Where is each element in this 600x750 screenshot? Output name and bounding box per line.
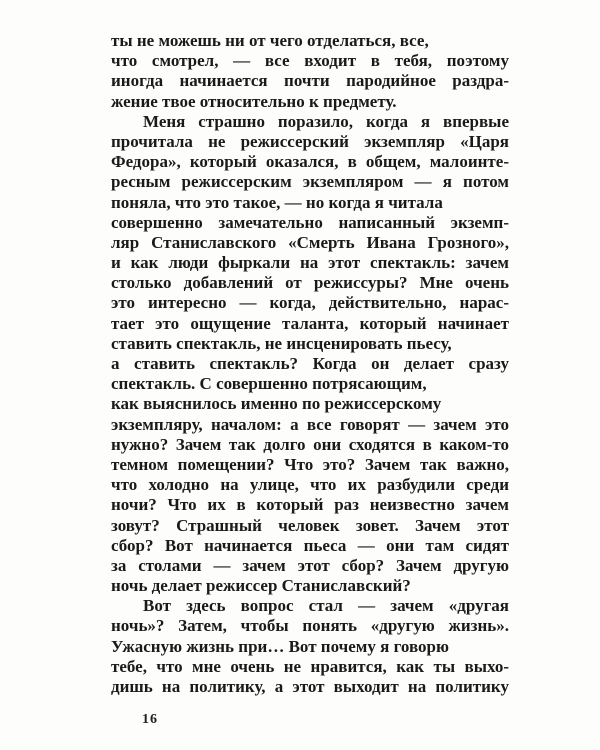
- text-line: как выяснилось именно по режиссерскому: [111, 394, 442, 414]
- text-line: ставить спектакль, не инсценировать пьесу,: [111, 333, 452, 353]
- text-line: тебе, что мне очень не нравится, как ты выхо-: [111, 656, 509, 676]
- text-line: Вот здесь вопрос стал — зачем «другая: [143, 596, 509, 616]
- text-line: за столами — зачем этот сбор? Зачем другую: [111, 555, 509, 575]
- text-line: нужно? Зачем так долго они сходятся в каком-то: [111, 434, 509, 454]
- text-line: поняла, что это такое, — но когда я читала: [111, 192, 443, 212]
- text-line: прочитала не режиссерский экземпляр «Царя: [111, 131, 509, 151]
- text-line: а ставить спектакль? Когда он делает сразу: [111, 354, 509, 373]
- text-line: ночь»? Затем, чтобы понять «другую жизнь».: [111, 616, 509, 636]
- text-line: ночь делает режиссер Станиславский?: [111, 576, 411, 596]
- text-line: что холодно на улице, что их разбудили среди: [111, 475, 509, 495]
- text-line: Ужасную жизнь при… Вот почему я говорю: [111, 636, 449, 656]
- text-line: что смотрел, — все входит в тебя, поэтому: [111, 51, 509, 71]
- text-line: спектакль. С совершенно потрясающим,: [111, 374, 427, 394]
- text-line: ты не можешь ни от чего отделаться, все,: [111, 31, 429, 50]
- text-line: тает это ощущение таланта, который начинает: [111, 313, 509, 333]
- text-line: экземпляру, началом: а все говорят — зачем это: [111, 414, 509, 434]
- text-line: это интересно — когда, действительно, нарас-: [111, 293, 509, 313]
- text-line: столько добавлений от режиссуры? Мне очень: [111, 273, 509, 293]
- text-line: Меня страшно поразило, когда я впервые: [143, 111, 509, 131]
- text-line: Федора», который оказался, в общем, малоинте-: [111, 152, 509, 172]
- text-line: зовут? Страшный человек зовет. Зачем этот: [111, 515, 509, 535]
- text-line: жение твое относительно к предмету.: [111, 91, 397, 111]
- text-line: сбор? Вот начинается пьеса — они там сидят: [111, 535, 509, 555]
- text-line: иногда начинается почти пародийное раздра-: [111, 71, 509, 91]
- page-number: 16: [142, 712, 158, 727]
- text-line: и как люди фыркали на этот спектакль: зачем: [111, 253, 509, 273]
- text-line: ресным режиссерским экземпляром — я потом: [111, 172, 509, 192]
- text-line: ляр Станиславского «Смерть Ивана Грозного»,: [111, 232, 509, 252]
- body-text: [111, 31, 509, 697]
- text-line: ночи? Что их в который раз неизвестно зачем: [111, 495, 509, 515]
- text-line: дишь на политику, а этот выходит на политику: [111, 677, 509, 696]
- text-line: совершенно замечательно написанный экземп-: [111, 212, 509, 232]
- text-line: темном помещении? Что это? Зачем так важно,: [111, 454, 509, 474]
